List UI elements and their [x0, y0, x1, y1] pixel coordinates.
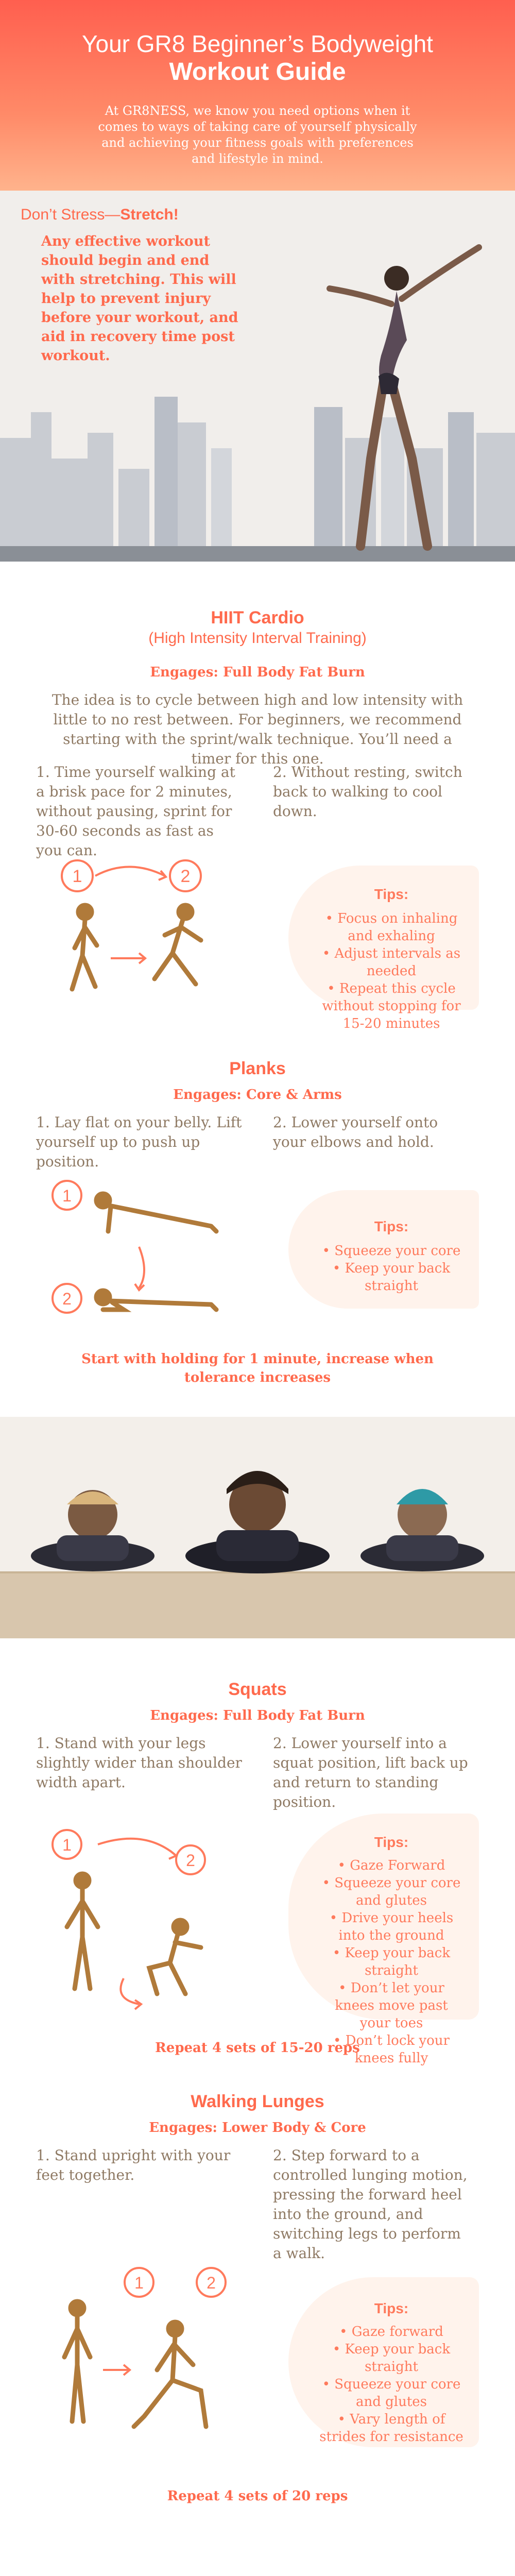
lunges-tip-3: • Squeeze your core and glutes [322, 2377, 461, 2410]
hiit-tip-2: • Adjust intervals as needed [322, 946, 461, 979]
planks-tip-1: • Squeeze your core [322, 1243, 461, 1259]
squats-tip-2: • Squeeze your core and glutes [322, 1875, 461, 1908]
stretch-text: Any effective workout should begin and end with stretching. This will help to prevent injury before your workout, and aid in recovery time post workout. [41, 233, 238, 364]
lunges-step-1: 1. Stand upright with your feet together. [36, 2147, 231, 2183]
squats-tip-3: • Drive your heels into the ground [329, 1910, 454, 1943]
planks-tip-2: • Keep your back straight [332, 1261, 451, 1294]
page-title-line1: Your GR8 Beginner’s Bodyweight [82, 30, 433, 57]
hiit-tips-box [288, 866, 479, 1031]
svg-text:1: 1 [134, 2274, 144, 2292]
hiit-title: HIIT Cardio [211, 608, 304, 628]
svg-text:1: 1 [72, 867, 82, 886]
stretch-kicker [21, 206, 179, 224]
svg-text:1: 1 [62, 1187, 72, 1205]
dips-photo [0, 2550, 515, 2576]
lunges-tip-2: • Keep your back straight [332, 2342, 451, 2375]
squats-step-1: 1. Stand with your legs slightly wider than shoulder width apart. [36, 1735, 242, 1791]
lunges-illustration [46, 2262, 242, 2458]
svg-text:2: 2 [180, 867, 191, 886]
hiit-tips-heading: Tips: [374, 886, 409, 902]
lunges-tip-1: • Gaze forward [339, 2324, 443, 2340]
squats-step-2: 2. Lower yourself into a squat position, lift back up and return to standing position. [273, 1735, 468, 1810]
lunges-engages: Engages: Lower Body & Core [149, 2120, 366, 2136]
planks-illustration [46, 1170, 242, 1324]
hiit-tip-1: • Focus on inhaling and exhaling [325, 911, 458, 944]
lunges-tips-box [288, 2277, 479, 2447]
planks-title: Planks [229, 1059, 286, 1078]
planks-step-1: 1. Lay flat on your belly. Lift yourself up to push up position. [36, 1114, 242, 1170]
planks-tips-box [288, 1190, 479, 1309]
svg-text:1: 1 [62, 1836, 72, 1854]
planks-tips-heading: Tips: [374, 1218, 409, 1234]
hiit-walk-sprint-illustration [46, 855, 242, 1010]
squats-illustration [46, 1824, 242, 2020]
hiit-tip-3: • Repeat this cycle without stopping for 15-20 minutes [322, 981, 461, 1031]
svg-text:2: 2 [207, 2274, 216, 2292]
squats-tips-box [288, 1814, 479, 2066]
squats-footer: Repeat 4 sets of 15-20 reps [155, 2040, 360, 2056]
hiit-step-2: 2. Without resting, switch back to walking to cool down. [273, 764, 462, 820]
header-intro: At GR8NESS, we know you need options when it comes to ways of taking care of yourself physically and achieving your fitness goals with preferences and lifestyle in mind. [98, 104, 417, 166]
page-title-line2: Workout Guide [169, 58, 346, 86]
hiit-step-1: 1. Time yourself walking at a brisk pace for 2 minutes, without pausing, sprint for 30-60 seconds as fast as you can. [36, 764, 235, 859]
lunges-step-2: 2. Step forward to a controlled lunging motion, pressing the forward heel into the ground, and switching legs to perform a walk. [273, 2147, 468, 2262]
hiit-engages: Engages: Full Body Fat Burn [150, 665, 365, 680]
planks-footer: Start with holding for 1 minute, increase when tolerance increases [81, 1351, 434, 1385]
lunges-title: Walking Lunges [191, 2092, 324, 2111]
planks-photo [0, 1417, 515, 1638]
squats-tip-6: • Don’t lock your knees fully [333, 2033, 450, 2066]
squats-title: Squats [228, 1680, 287, 1699]
planks-engages: Engages: Core & Arms [173, 1087, 342, 1103]
hiit-subtitle: (High Intensity Interval Training) [148, 630, 367, 647]
squats-engages: Engages: Full Body Fat Burn [150, 1708, 365, 1723]
svg-text:2: 2 [62, 1290, 72, 1308]
stretch-kicker-text: Don’t Stress— [21, 206, 121, 223]
squats-tips-heading: Tips: [374, 1834, 409, 1850]
planks-step-2: 2. Lower yourself onto your elbows and hold. [273, 1114, 438, 1150]
stretch-kicker-bold: Stretch! [120, 206, 179, 223]
svg-text:2: 2 [186, 1851, 195, 1870]
squats-tip-5: • Don’t let your knees move past your toes [335, 1980, 448, 2031]
squats-tip-1: • Gaze Forward [337, 1858, 445, 1873]
lunges-tips-heading: Tips: [374, 2300, 409, 2316]
lunges-tip-4: • Vary length of strides for resistance [319, 2412, 464, 2445]
squats-tip-4: • Keep your back straight [332, 1945, 451, 1978]
hiit-intro: The idea is to cycle between high and low intensity with little to no rest between. For beginners, we recommend starting with the sprint/walk technique. You’ll need a timer for this one. [52, 691, 464, 767]
lunges-footer: Repeat 4 sets of 20 reps [167, 2488, 348, 2504]
